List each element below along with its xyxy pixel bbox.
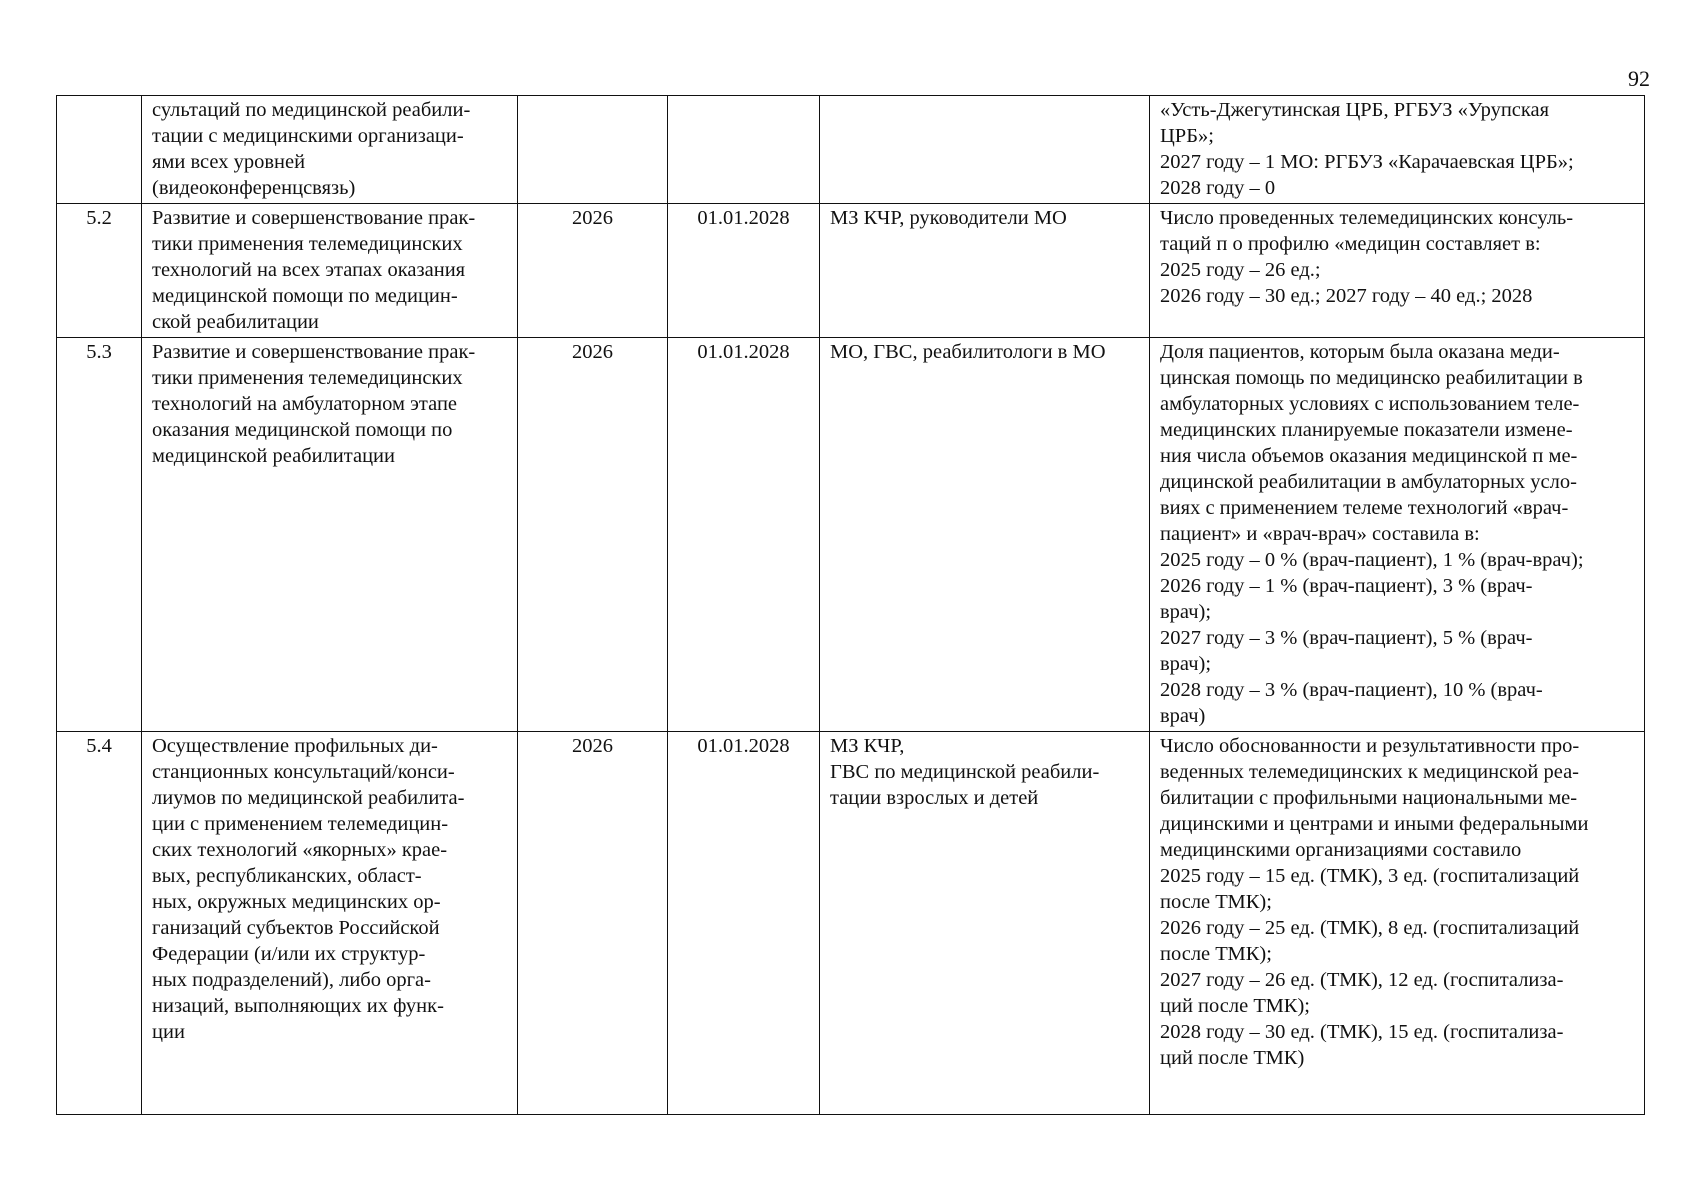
cell-text-line: «Усть-Джегутинская ЦРБ, РГБУЗ «Урупская [1160,99,1550,121]
start-year-cell: 2026 [518,732,668,1115]
cell-text-line: ции [152,1021,185,1043]
cell-text-line: медицинской помощи по медицин- [152,285,458,307]
cell-text-line: 2028 году – 0 [1160,177,1276,199]
cell-text-line: 2025 году – 26 ед.; [1160,259,1321,281]
end-date-cell: 01.01.2028 [668,338,820,732]
cell-text-line: низаций, выполняющих их функ- [152,995,444,1017]
end-date-cell: 01.01.2028 [668,204,820,338]
start-year-cell: 2026 [518,338,668,732]
indicator-cell [1150,732,1645,1115]
start-year-cell: 2026 [518,204,668,338]
cell-text-line: тики применения телемедицинских [152,367,463,389]
indicator-cell [1150,204,1645,338]
cell-text-line: Развитие и совершенствование прак- [152,341,476,363]
cell-text-line: ГВС по медицинской реабили- [830,761,1100,783]
cell-text-line: ций после ТМК); [1160,995,1310,1017]
activity-cell [142,732,518,1115]
activities-table [56,95,1645,1115]
cell-text-line: дицинской реабилитации в амбулаторных усло- [1160,471,1577,493]
cell-text-line: оказания медицинской помощи по [152,419,453,441]
cell-text-line: (видеоконференцсвязь) [152,177,356,199]
cell-text-line: вых, республиканских, област- [152,865,422,887]
table-row [57,338,1645,732]
cell-text-line: дицинскими и центрами и иными федеральными [1160,813,1589,835]
cell-text-line: 2027 году – 1 МО: РГБУЗ «Карачаевская ЦРБ»; [1160,151,1574,173]
start-year-cell [518,96,668,204]
cell-text-line: ганизаций субъектов Российской [152,917,440,939]
cell-text-line: врач); [1160,601,1212,623]
cell-text-line: МО, ГВС, реабилитологи в МО [830,341,1106,363]
cell-text-line: пациент» и «врач-врач» составила в: [1160,523,1480,545]
cell-text-line: ской реабилитации [152,311,319,333]
cell-text-line: МЗ КЧР, руководители МО [830,207,1067,229]
responsible-cell [820,96,1150,204]
cell-text-line: Федерации (и/или их структур- [152,943,426,965]
cell-text-line: 2026 году – 1 % (врач-пациент), 3 % (врач- [1160,575,1533,597]
cell-text-line: веденных телемедицинских к медицинской реа- [1160,761,1579,783]
end-date-cell [668,96,820,204]
cell-text-line: 2025 году – 0 % (врач-пациент), 1 % (врач-врач); [1160,549,1584,571]
cell-text-line: медицинскими организациями составило [1160,839,1522,861]
indicator-cell [1150,96,1645,204]
cell-text-line: технологий на всех этапах оказания [152,259,466,281]
activity-cell [142,96,518,204]
activity-cell [142,204,518,338]
row-number-cell [57,96,142,204]
indicator-cell [1150,338,1645,732]
cell-text-line: 2027 году – 3 % (врач-пациент), 5 % (врач- [1160,627,1533,649]
cell-text-line: сультаций по медицинской реабили- [152,99,471,121]
cell-text-line: врач) [1160,705,1206,727]
cell-text-line: ских технологий «якорных» крае- [152,839,448,861]
cell-text-line: амбулаторных условиях с использованием теле- [1160,393,1580,415]
cell-text-line: тации с медицинскими организаци- [152,125,464,147]
cell-text-line: ями всех уровней [152,151,306,173]
cell-text-line: тации взрослых и детей [830,787,1039,809]
cell-text-line: МЗ КЧР, [830,735,905,757]
cell-text-line: Доля пациентов, которым была оказана меди- [1160,341,1560,363]
cell-text-line: 2026 году – 25 ед. (ТМК), 8 ед. (госпитализаций [1160,917,1580,939]
cell-text-line: Число проведенных телемедицинских консуль- [1160,207,1574,229]
row-number-cell: 5.3 [57,338,142,732]
cell-text-line: после ТМК); [1160,891,1272,913]
table-row [57,732,1645,1115]
cell-text-line: лиумов по медицинской реабилита- [152,787,465,809]
cell-text-line: врач); [1160,653,1212,675]
cell-text-line: после ТМК); [1160,943,1272,965]
cell-text-line: Развитие и совершенствование прак- [152,207,476,229]
cell-text-line: Осуществление профильных ди- [152,735,438,757]
cell-text-line: ных, окружных медицинских ор- [152,891,441,913]
responsible-cell [820,732,1150,1115]
cell-text-line: ных подразделений), либо орга- [152,969,431,991]
cell-text-line: ЦРБ»; [1160,125,1214,147]
cell-text-line: цинская помощь по медицинско реабилитации в [1160,367,1583,389]
responsible-cell [820,204,1150,338]
cell-text-line: ния числа объемов оказания медицинской п ме- [1160,445,1578,467]
cell-text-line: медицинской реабилитации [152,445,395,467]
cell-text-line: таций п о профилю «медицин составляет в: [1160,233,1541,255]
page-number: 92 [1628,66,1650,91]
table-row [57,204,1645,338]
cell-text-line: билитации с профильными национальными ме- [1160,787,1578,809]
row-number-cell: 5.2 [57,204,142,338]
cell-text-line: технологий на амбулаторном этапе [152,393,458,415]
cell-text-line: медицинских планируемые показатели измене- [1160,419,1573,441]
table-row [57,96,1645,204]
cell-text-line: ций после ТМК) [1160,1047,1305,1069]
cell-text-line: тики применения телемедицинских [152,233,463,255]
cell-text-line: Число обоснованности и результативности про- [1160,735,1580,757]
end-date-cell: 01.01.2028 [668,732,820,1115]
responsible-cell [820,338,1150,732]
cell-text-line: виях с применением телеме технологий «врач- [1160,497,1569,519]
cell-text-line: 2026 году – 30 ед.; 2027 году – 40 ед.; 2028 [1160,285,1533,307]
cell-text-line: 2028 году – 30 ед. (ТМК), 15 ед. (госпитализа- [1160,1021,1564,1043]
cell-text-line: 2028 году – 3 % (врач-пациент), 10 % (врач- [1160,679,1543,701]
cell-text-line: ции с применением телемедицин- [152,813,449,835]
cell-text-line: 2027 году – 26 ед. (ТМК), 12 ед. (госпитализа- [1160,969,1564,991]
activity-cell [142,338,518,732]
row-number-cell: 5.4 [57,732,142,1115]
cell-text-line: станционных консультаций/конси- [152,761,455,783]
cell-text-line: 2025 году – 15 ед. (ТМК), 3 ед. (госпитализаций [1160,865,1580,887]
